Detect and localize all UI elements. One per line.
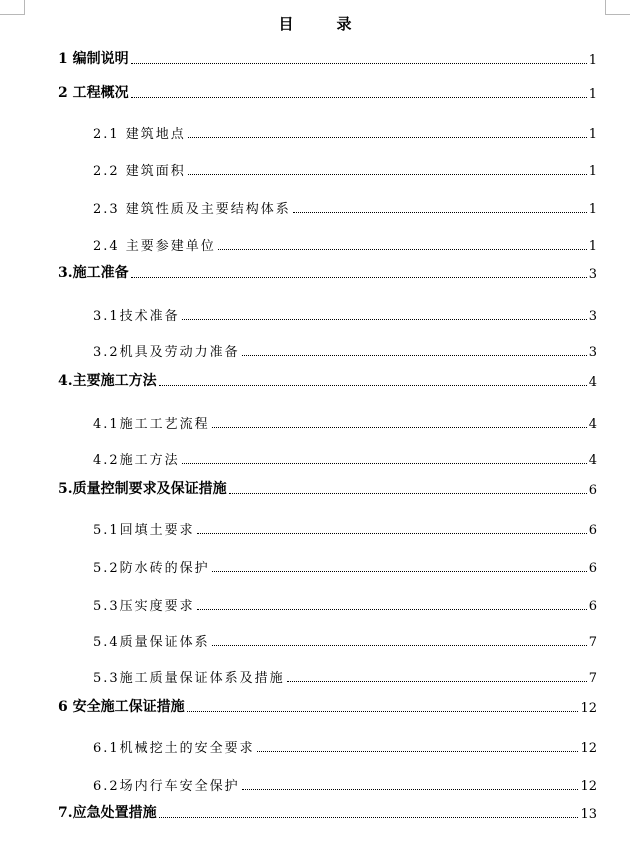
toc-entry-label: 5.3压实度要求 xyxy=(93,599,195,614)
toc-entry-page-number: 3 xyxy=(588,345,597,360)
toc-title: 目 录 xyxy=(278,15,366,33)
toc-entry-level1[interactable] xyxy=(0,80,630,102)
toc-entry-level2[interactable] xyxy=(0,664,630,686)
toc-entry-page-number: 12 xyxy=(580,701,597,716)
toc-dot-leader xyxy=(131,96,587,98)
toc-entry-page-number: 1 xyxy=(588,164,597,179)
toc-entry-label: 4.1施工工艺流程 xyxy=(93,417,210,432)
toc-entry-label: 2.3 建筑性质及主要结构体系 xyxy=(93,202,291,217)
toc-entry-level2[interactable] xyxy=(0,592,630,614)
toc-entry-level2[interactable] xyxy=(0,516,630,538)
toc-entry-page-number: 1 xyxy=(588,202,597,217)
toc-entry-label: 5.质量控制要求及保证措施 xyxy=(58,481,227,497)
toc-dot-leader xyxy=(188,136,587,138)
toc-entry-level2[interactable] xyxy=(0,157,630,179)
toc-entry-page-number: 6 xyxy=(588,561,597,576)
toc-entry-level2[interactable] xyxy=(0,195,630,217)
toc-entry-page-number: 6 xyxy=(588,523,597,538)
toc-entry-page-number: 12 xyxy=(580,779,597,794)
toc-entry-label: 6 安全施工保证措施 xyxy=(58,699,185,715)
toc-dot-leader xyxy=(212,426,587,428)
toc-entry-page-number: 1 xyxy=(588,127,597,142)
toc-entry-label: 4.2施工方法 xyxy=(93,453,180,468)
toc-dot-leader xyxy=(159,384,587,386)
toc-entry-label: 3.施工准备 xyxy=(58,265,129,281)
toc-entry-label: 2.2 建筑面积 xyxy=(93,164,186,179)
toc-entry-level1[interactable] xyxy=(0,476,630,498)
toc-entry-label: 2.1 建筑地点 xyxy=(93,127,186,142)
toc-entry-level1[interactable] xyxy=(0,800,630,822)
toc-entry-level2[interactable] xyxy=(0,554,630,576)
toc-entry-page-number: 12 xyxy=(580,741,597,756)
toc-dot-leader xyxy=(257,750,579,752)
toc-dot-leader xyxy=(159,816,579,818)
toc-entry-label: 2 工程概况 xyxy=(58,85,129,101)
toc-entry-level2[interactable] xyxy=(0,410,630,432)
toc-dot-leader xyxy=(182,462,587,464)
toc-entry-page-number: 1 xyxy=(588,53,597,68)
toc-entry-page-number: 4 xyxy=(588,375,597,390)
toc-entry-page-number: 6 xyxy=(588,599,597,614)
toc-entry-level2[interactable] xyxy=(0,734,630,756)
toc-entry-label: 5.2防水砖的保护 xyxy=(93,561,210,576)
toc-dot-leader xyxy=(229,492,587,494)
toc-dot-leader xyxy=(242,788,579,790)
toc-dot-leader xyxy=(212,644,587,646)
toc-entry-page-number: 13 xyxy=(580,807,597,822)
toc-entry-label: 4.主要施工方法 xyxy=(58,373,157,389)
toc-dot-leader xyxy=(242,354,587,356)
toc-entry-page-number: 3 xyxy=(588,267,597,282)
toc-dot-leader xyxy=(197,532,587,534)
toc-entry-label: 3.1技术准备 xyxy=(93,309,180,324)
toc-entry-label: 1 编制说明 xyxy=(58,51,129,67)
toc-entry-page-number: 6 xyxy=(588,483,597,498)
toc-entry-page-number: 1 xyxy=(588,239,597,254)
toc-dot-leader xyxy=(188,173,587,175)
toc-entry-page-number: 3 xyxy=(588,309,597,324)
toc-dot-leader xyxy=(187,710,579,712)
toc-entry-page-number: 7 xyxy=(588,635,597,650)
toc-dot-leader xyxy=(131,62,587,64)
toc-dot-leader xyxy=(182,318,587,320)
toc-entry-label: 7.应急处置措施 xyxy=(58,805,157,821)
toc-entry-level2[interactable] xyxy=(0,772,630,794)
toc-entry-level1[interactable] xyxy=(0,694,630,716)
toc-dot-leader xyxy=(293,211,587,213)
toc-entry-level1[interactable] xyxy=(0,368,630,390)
toc-entry-level2[interactable] xyxy=(0,628,630,650)
toc-entry-page-number: 4 xyxy=(588,453,597,468)
toc-entry-level1[interactable] xyxy=(0,260,630,282)
toc-entry-label: 6.2场内行车安全保护 xyxy=(93,779,240,794)
toc-entry-label: 5.1回填土要求 xyxy=(93,523,195,538)
toc-entry-level1[interactable] xyxy=(0,46,630,68)
toc-dot-leader xyxy=(212,570,587,572)
toc-dot-leader xyxy=(197,608,587,610)
toc-entry-label: 5.3施工质量保证体系及措施 xyxy=(93,671,285,686)
toc-entry-level2[interactable] xyxy=(0,338,630,360)
toc-entry-level2[interactable] xyxy=(0,120,630,142)
toc-entry-page-number: 7 xyxy=(588,671,597,686)
toc-dot-leader xyxy=(287,680,587,682)
toc-entry-label: 5.4质量保证体系 xyxy=(93,635,210,650)
toc-dot-leader xyxy=(218,248,587,250)
toc-entry-page-number: 1 xyxy=(588,87,597,102)
toc-entry-label: 2.4 主要参建单位 xyxy=(93,239,216,254)
toc-entry-label: 6.1机械挖土的安全要求 xyxy=(93,741,255,756)
toc-entry-level2[interactable] xyxy=(0,302,630,324)
toc-entry-level2[interactable] xyxy=(0,232,630,254)
toc-entry-level2[interactable] xyxy=(0,446,630,468)
toc-entry-page-number: 4 xyxy=(588,417,597,432)
toc-dot-leader xyxy=(131,276,587,278)
toc-entry-label: 3.2机具及劳动力准备 xyxy=(93,345,240,360)
